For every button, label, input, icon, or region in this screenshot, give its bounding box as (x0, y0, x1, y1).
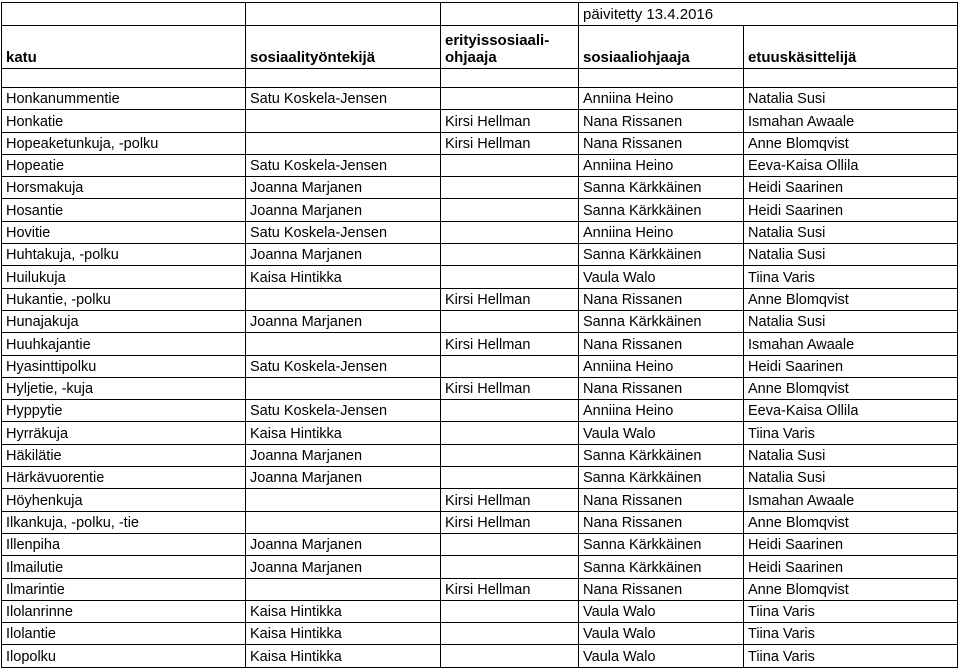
street-cell: Hyljetie, -kuja (2, 377, 246, 399)
social-worker-cell (246, 132, 441, 154)
street-cell: Honkatie (2, 110, 246, 132)
street-cell: Ilmarintie (2, 578, 246, 600)
social-instructor-cell: Nana Rissanen (579, 333, 744, 355)
special-instructor-cell (441, 645, 579, 667)
benefit-handler-cell: Heidi Saarinen (744, 199, 958, 221)
table-row (2, 221, 958, 243)
column-header-street: katu (2, 26, 246, 69)
benefit-handler-cell: Heidi Saarinen (744, 556, 958, 578)
special-instructor-cell (441, 310, 579, 332)
benefit-handler-cell: Anne Blomqvist (744, 511, 958, 533)
social-instructor-cell: Nana Rissanen (579, 511, 744, 533)
special-instructor-cell (441, 244, 579, 266)
table-row (2, 578, 958, 600)
table-row (2, 110, 958, 132)
special-instructor-cell: Kirsi Hellman (441, 377, 579, 399)
social-worker-cell: Kaisa Hintikka (246, 623, 441, 645)
social-worker-cell (246, 110, 441, 132)
social-instructor-cell: Vaula Walo (579, 600, 744, 622)
social-instructor-cell: Nana Rissanen (579, 489, 744, 511)
social-instructor-cell: Sanna Kärkkäinen (579, 533, 744, 555)
social-instructor-cell: Anniina Heino (579, 355, 744, 377)
street-cell: Hukantie, -polku (2, 288, 246, 310)
table-row (2, 132, 958, 154)
benefit-handler-cell: Anne Blomqvist (744, 132, 958, 154)
special-instructor-cell (441, 199, 579, 221)
social-instructor-cell: Nana Rissanen (579, 288, 744, 310)
benefit-handler-cell: Tiina Varis (744, 600, 958, 622)
table-row (2, 355, 958, 377)
benefit-handler-cell: Anne Blomqvist (744, 578, 958, 600)
table-row (2, 333, 958, 355)
benefit-handler-cell: Tiina Varis (744, 266, 958, 288)
social-worker-cell: Kaisa Hintikka (246, 422, 441, 444)
table-row (2, 623, 958, 645)
table-row (2, 266, 958, 288)
social-worker-cell: Satu Koskela-Jensen (246, 221, 441, 243)
street-cell: Illenpiha (2, 533, 246, 555)
benefit-handler-cell: Heidi Saarinen (744, 355, 958, 377)
social-worker-cell (246, 578, 441, 600)
special-instructor-cell (441, 600, 579, 622)
street-cell: Hopeatie (2, 154, 246, 176)
benefit-handler-cell: Anne Blomqvist (744, 377, 958, 399)
updated-date: päivitetty 13.4.2016 (579, 3, 958, 26)
social-worker-cell: Joanna Marjanen (246, 467, 441, 489)
special-instructor-cell (441, 154, 579, 176)
special-instructor-cell (441, 221, 579, 243)
street-cell: Hyppytie (2, 400, 246, 422)
benefit-handler-cell: Ismahan Awaale (744, 333, 958, 355)
social-worker-cell: Satu Koskela-Jensen (246, 154, 441, 176)
special-instructor-cell (441, 623, 579, 645)
benefit-handler-cell: Heidi Saarinen (744, 533, 958, 555)
street-cell: Honkanummentie (2, 88, 246, 110)
street-cell: Hosantie (2, 199, 246, 221)
table-body (2, 69, 958, 668)
social-worker-cell: Kaisa Hintikka (246, 600, 441, 622)
header-cell-empty (2, 3, 246, 26)
social-worker-cell: Joanna Marjanen (246, 199, 441, 221)
column-header-social-worker: sosiaalityöntekijä (246, 26, 441, 69)
special-instructor-cell: Kirsi Hellman (441, 110, 579, 132)
column-header-benefit-handler: etuuskäsittelijä (744, 26, 958, 69)
social-instructor-cell: Sanna Kärkkäinen (579, 177, 744, 199)
benefit-handler-cell: Natalia Susi (744, 244, 958, 266)
benefit-handler-cell: Natalia Susi (744, 221, 958, 243)
benefit-handler-cell: Tiina Varis (744, 623, 958, 645)
special-instructor-cell: Kirsi Hellman (441, 288, 579, 310)
social-instructor-cell: Vaula Walo (579, 645, 744, 667)
social-worker-cell: Joanna Marjanen (246, 177, 441, 199)
social-worker-cell: Kaisa Hintikka (246, 266, 441, 288)
social-instructor-cell: Sanna Kärkkäinen (579, 244, 744, 266)
street-cell: Hyrräkuja (2, 422, 246, 444)
special-instructor-cell (441, 444, 579, 466)
street-cell: Hyasinttipolku (2, 355, 246, 377)
street-cell: Ilopolku (2, 645, 246, 667)
column-header-special-social-instructor: erityissosiaali- ohjaaja (441, 26, 579, 69)
special-instructor-cell: Kirsi Hellman (441, 333, 579, 355)
social-instructor-cell: Nana Rissanen (579, 377, 744, 399)
social-worker-cell: Joanna Marjanen (246, 310, 441, 332)
street-cell: Huilukuja (2, 266, 246, 288)
street-cell: Ilkankuja, -polku, -tie (2, 511, 246, 533)
social-worker-cell (246, 511, 441, 533)
benefit-handler-cell: Anne Blomqvist (744, 288, 958, 310)
social-instructor-cell: Sanna Kärkkäinen (579, 199, 744, 221)
benefit-handler-cell: Tiina Varis (744, 422, 958, 444)
header-cell-empty (441, 3, 579, 26)
social-instructor-cell: Vaula Walo (579, 266, 744, 288)
special-instructor-cell (441, 467, 579, 489)
benefit-handler-cell: Natalia Susi (744, 310, 958, 332)
social-instructor-cell: Nana Rissanen (579, 578, 744, 600)
table-row (2, 244, 958, 266)
street-cell: Hovitie (2, 221, 246, 243)
table-row (2, 600, 958, 622)
benefit-handler-cell: Ismahan Awaale (744, 110, 958, 132)
benefit-handler-cell: Tiina Varis (744, 645, 958, 667)
table-row (2, 467, 958, 489)
street-cell: Hunajakuja (2, 310, 246, 332)
social-instructor-cell: Anniina Heino (579, 221, 744, 243)
benefit-handler-cell: Natalia Susi (744, 88, 958, 110)
special-instructor-cell (441, 266, 579, 288)
special-instructor-cell (441, 400, 579, 422)
benefit-handler-cell: Heidi Saarinen (744, 177, 958, 199)
benefit-handler-cell: Eeva-Kaisa Ollila (744, 400, 958, 422)
table-row (2, 489, 958, 511)
street-cell: Härkävuorentie (2, 467, 246, 489)
benefit-handler-cell: Ismahan Awaale (744, 489, 958, 511)
special-instructor-cell: Kirsi Hellman (441, 132, 579, 154)
social-instructor-cell: Sanna Kärkkäinen (579, 444, 744, 466)
social-worker-cell (246, 377, 441, 399)
street-cell: Hopeaketunkuja, -polku (2, 132, 246, 154)
social-instructor-cell: Anniina Heino (579, 400, 744, 422)
social-instructor-cell: Nana Rissanen (579, 132, 744, 154)
column-header-social-instructor: sosiaaliohjaaja (579, 26, 744, 69)
social-instructor-cell: Vaula Walo (579, 422, 744, 444)
special-instructor-cell (441, 88, 579, 110)
social-instructor-cell: Sanna Kärkkäinen (579, 467, 744, 489)
social-instructor-cell: Anniina Heino (579, 88, 744, 110)
special-instructor-cell (441, 355, 579, 377)
street-cell: Ilolanrinne (2, 600, 246, 622)
social-instructor-cell: Sanna Kärkkäinen (579, 556, 744, 578)
special-instructor-cell (441, 533, 579, 555)
social-instructor-cell: Nana Rissanen (579, 110, 744, 132)
benefit-handler-cell: Natalia Susi (744, 467, 958, 489)
table-row (2, 645, 958, 667)
special-instructor-cell: Kirsi Hellman (441, 511, 579, 533)
social-instructor-cell: Sanna Kärkkäinen (579, 310, 744, 332)
special-instructor-cell (441, 556, 579, 578)
table-row (2, 288, 958, 310)
special-instructor-cell: Kirsi Hellman (441, 489, 579, 511)
social-worker-cell (246, 489, 441, 511)
social-instructor-cell: Vaula Walo (579, 623, 744, 645)
benefit-handler-cell: Natalia Susi (744, 444, 958, 466)
table-row (2, 177, 958, 199)
table-row (2, 422, 958, 444)
social-worker-cell: Joanna Marjanen (246, 444, 441, 466)
special-instructor-cell (441, 422, 579, 444)
social-worker-cell (246, 288, 441, 310)
street-cell: Häkilätie (2, 444, 246, 466)
social-worker-cell (246, 333, 441, 355)
street-cell: Höyhenkuja (2, 489, 246, 511)
table-row (2, 199, 958, 221)
spacer-row (2, 69, 958, 88)
table-row (2, 88, 958, 110)
table-row (2, 310, 958, 332)
street-cell: Huuhkajantie (2, 333, 246, 355)
table-row (2, 400, 958, 422)
street-assignment-table (1, 2, 958, 668)
benefit-handler-cell: Eeva-Kaisa Ollila (744, 154, 958, 176)
social-worker-cell: Satu Koskela-Jensen (246, 355, 441, 377)
social-worker-cell: Satu Koskela-Jensen (246, 400, 441, 422)
social-worker-cell: Satu Koskela-Jensen (246, 88, 441, 110)
street-cell: Ilmailutie (2, 556, 246, 578)
header-cell-empty (246, 3, 441, 26)
social-instructor-cell: Anniina Heino (579, 154, 744, 176)
special-instructor-cell (441, 177, 579, 199)
special-instructor-cell: Kirsi Hellman (441, 578, 579, 600)
social-worker-cell: Joanna Marjanen (246, 533, 441, 555)
street-cell: Ilolantie (2, 623, 246, 645)
table-row (2, 444, 958, 466)
table-row (2, 154, 958, 176)
street-cell: Horsmakuja (2, 177, 246, 199)
table-row (2, 556, 958, 578)
table-row (2, 511, 958, 533)
table-row (2, 377, 958, 399)
table-row (2, 533, 958, 555)
social-worker-cell: Kaisa Hintikka (246, 645, 441, 667)
social-worker-cell: Joanna Marjanen (246, 244, 441, 266)
social-worker-cell: Joanna Marjanen (246, 556, 441, 578)
street-cell: Huhtakuja, -polku (2, 244, 246, 266)
